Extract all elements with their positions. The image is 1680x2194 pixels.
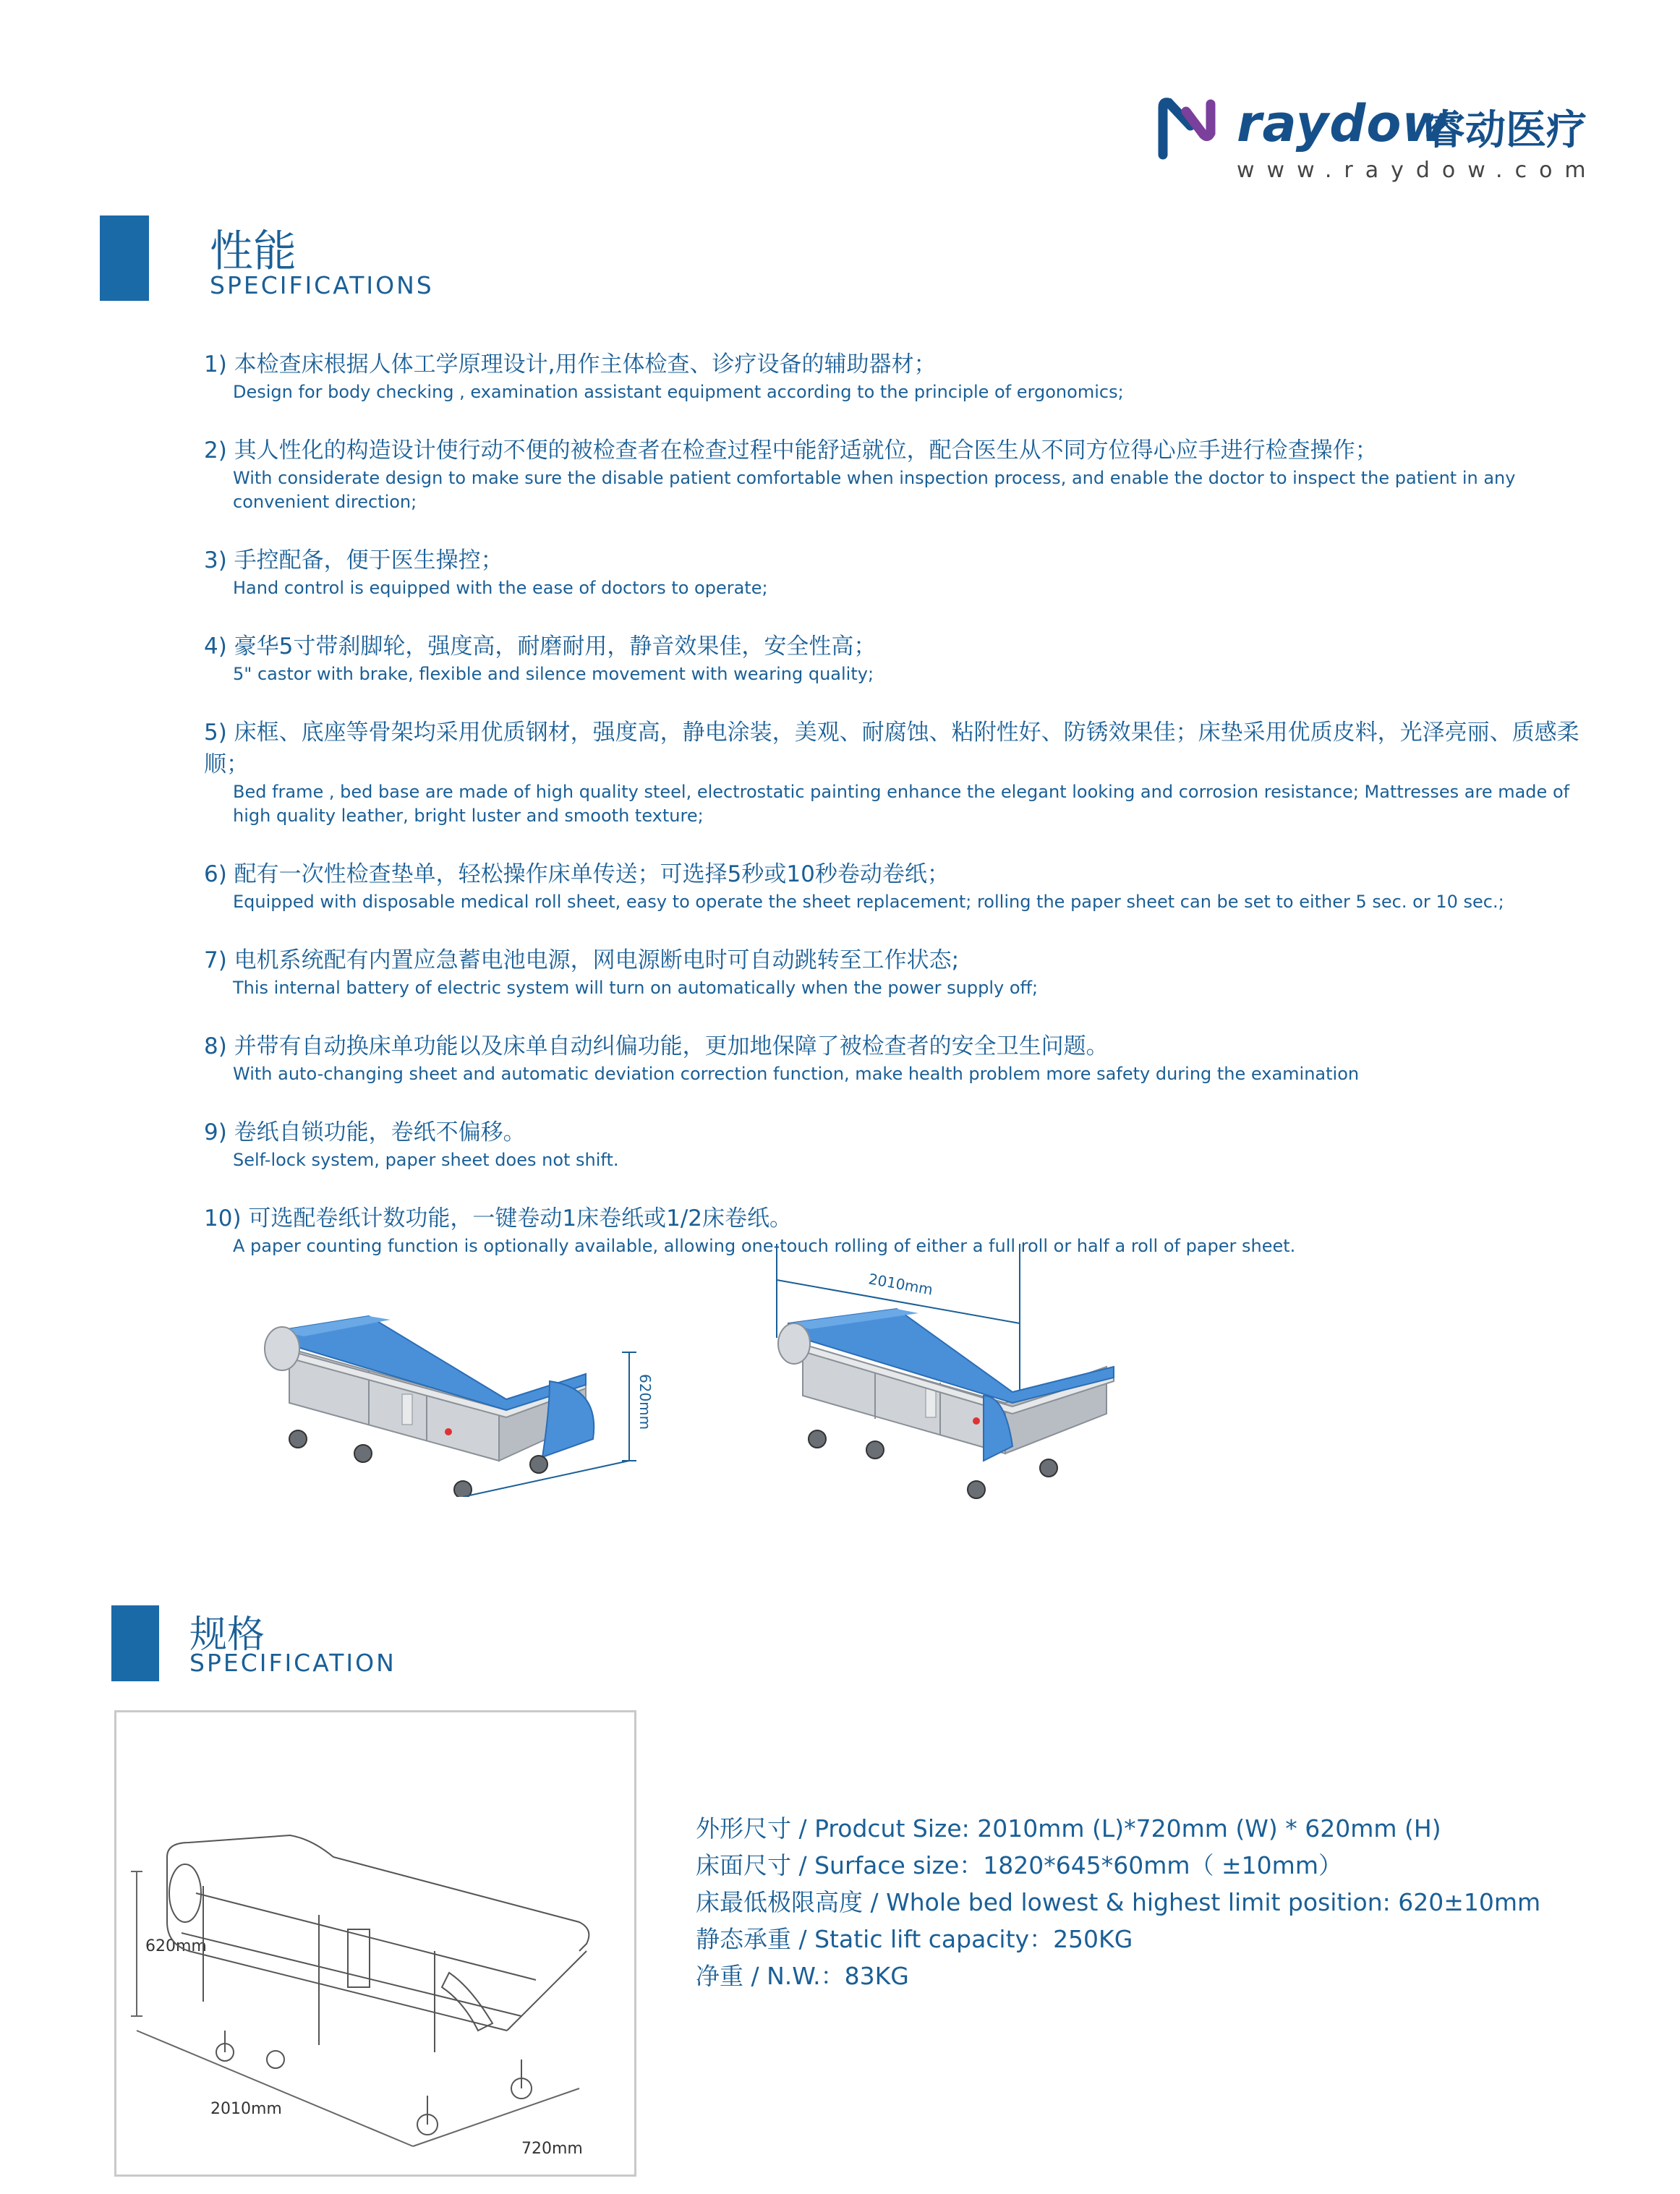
specifications-list <box>204 349 1592 1289</box>
drawing-height-label: 620mm <box>145 1937 207 1955</box>
param-net-weight: 净重 / N.W.：83KG <box>696 1962 909 1990</box>
spec-en: This internal battery of electric system will turn on automatically when the power supply off; <box>233 978 1039 998</box>
spec-item <box>204 631 1592 686</box>
spec-en: 5" castor with brake, flexible and silence movement with wearing quality; <box>233 664 874 684</box>
spec-en: Self-lock system, paper sheet does not shift. <box>233 1150 619 1170</box>
section-marker <box>100 215 149 301</box>
brand-name: raydow <box>1237 94 1450 153</box>
spec-item <box>204 717 1592 828</box>
height-dimension-label: 620mm <box>636 1374 654 1430</box>
section-marker <box>111 1605 159 1681</box>
brand-logo <box>1157 94 1598 188</box>
section-title: 性能 <box>210 226 297 277</box>
spec-drawing-box <box>114 1710 636 2177</box>
spec-item <box>204 435 1592 514</box>
spec-cn: 6) 配有一次性检查垫单，轻松操作床单传送；可选择5秒或10秒卷动卷纸； <box>204 861 950 887</box>
spec-en: Design for body checking , examination assistant equipment according to the principle of ergonomics; <box>233 382 1124 402</box>
section-subtitle: SPECIFICATION <box>189 1649 396 1677</box>
spec-item <box>204 858 1592 914</box>
spec-en: Hand control is equipped with the ease of doctors to operate; <box>233 578 768 598</box>
spec-item <box>204 944 1592 1000</box>
section-title: 规格 <box>189 1613 265 1657</box>
spec-en: With auto-changing sheet and automatic deviation correction function, make health problem more safety during the examination <box>233 1064 1360 1084</box>
bed-technical-drawing <box>116 1712 634 2174</box>
raydow-logo-icon <box>1157 97 1226 162</box>
param-static-capacity: 静态承重 / Static lift capacity：250KG <box>696 1925 1133 1953</box>
spec-en: With considerate design to make sure the disable patient comfortable when inspection process, and enable the doctor to inspect the patient in any convenient direction; <box>233 468 1516 512</box>
spec-cn: 3) 手控配备，便于医生操控； <box>204 547 503 573</box>
spec-en: Bed frame , bed base are made of high quality steel, electrostatic painting enhance the elegant looking and corrosion resistance; Mattresses are made of high quality leather, bright luster and smooth texture; <box>233 782 1570 826</box>
drawing-length-label: 2010mm <box>210 2100 282 2118</box>
spec-item <box>204 1117 1592 1172</box>
param-surface-size: 床面尺寸 / Surface size：1820*645*60mm（ ±10mm） <box>696 1851 1342 1879</box>
spec-cn: 9) 卷纸自锁功能，卷纸不偏移。 <box>204 1119 526 1145</box>
spec-cn: 7) 电机系统配有内置应急蓄电池电源，网电源断电时可自动跳转至工作状态; <box>204 947 960 973</box>
section-subtitle: SPECIFICATIONS <box>210 271 434 299</box>
spec-item <box>204 349 1592 404</box>
param-height-limit: 床最低极限高度 / Whole bed lowest & highest limit position: 620±10mm <box>696 1888 1541 1916</box>
spec-cn: 1) 本检查床根据人体工学原理设计,用作主体检查、诊疗设备的辅助器材； <box>204 351 937 377</box>
spec-cn: 4) 豪华5寸带刹脚轮，强度高，耐磨耐用，静音效果佳，安全性高； <box>204 633 877 660</box>
spec-item <box>204 545 1592 600</box>
bed-illustration-right <box>767 1229 1201 1504</box>
product-parameters <box>696 1810 1540 1994</box>
drawing-width-label: 720mm <box>521 2140 583 2158</box>
spec-cn: 5) 床框、底座等骨架均采用优质钢材，强度高，静电涂装，美观、耐腐蚀、粘附性好、防锈效果佳；床垫采用优质皮料，光泽亮丽、质感柔顺； <box>204 720 1579 777</box>
spec-en: Equipped with disposable medical roll sheet, easy to operate the sheet replacement; rolling the paper sheet can be set to either 5 sec. or 10 sec.; <box>233 892 1504 912</box>
length-dimension-label: 2010mm <box>867 1270 934 1299</box>
spec-en: A paper counting function is optionally available, allowing one-touch rolling of either a full roll or half a roll of paper sheet. <box>233 1236 1296 1256</box>
spec-cn: 10) 可选配卷纸计数功能，一键卷动1床卷纸或1/2床卷纸。 <box>204 1205 793 1232</box>
brand-url: www.raydow.com <box>1237 158 1598 183</box>
spec-item <box>204 1030 1592 1086</box>
param-product-size: 外形尺寸 / Prodcut Size: 2010mm (L)*720mm (W) * 620mm (H) <box>696 1814 1441 1843</box>
brand-name-cn: 睿动医疗 <box>1425 107 1587 154</box>
bed-illustration-left <box>239 1280 673 1497</box>
spec-cn: 8) 并带有自动换床单功能以及床单自动纠偏功能，更加地保障了被检查者的安全卫生问题。 <box>204 1033 1109 1059</box>
spec-cn: 2) 其人性化的构造设计使行动不便的被检查者在检查过程中能舒适就位，配合医生从不同方位得心应手进行检查操作； <box>204 437 1378 464</box>
